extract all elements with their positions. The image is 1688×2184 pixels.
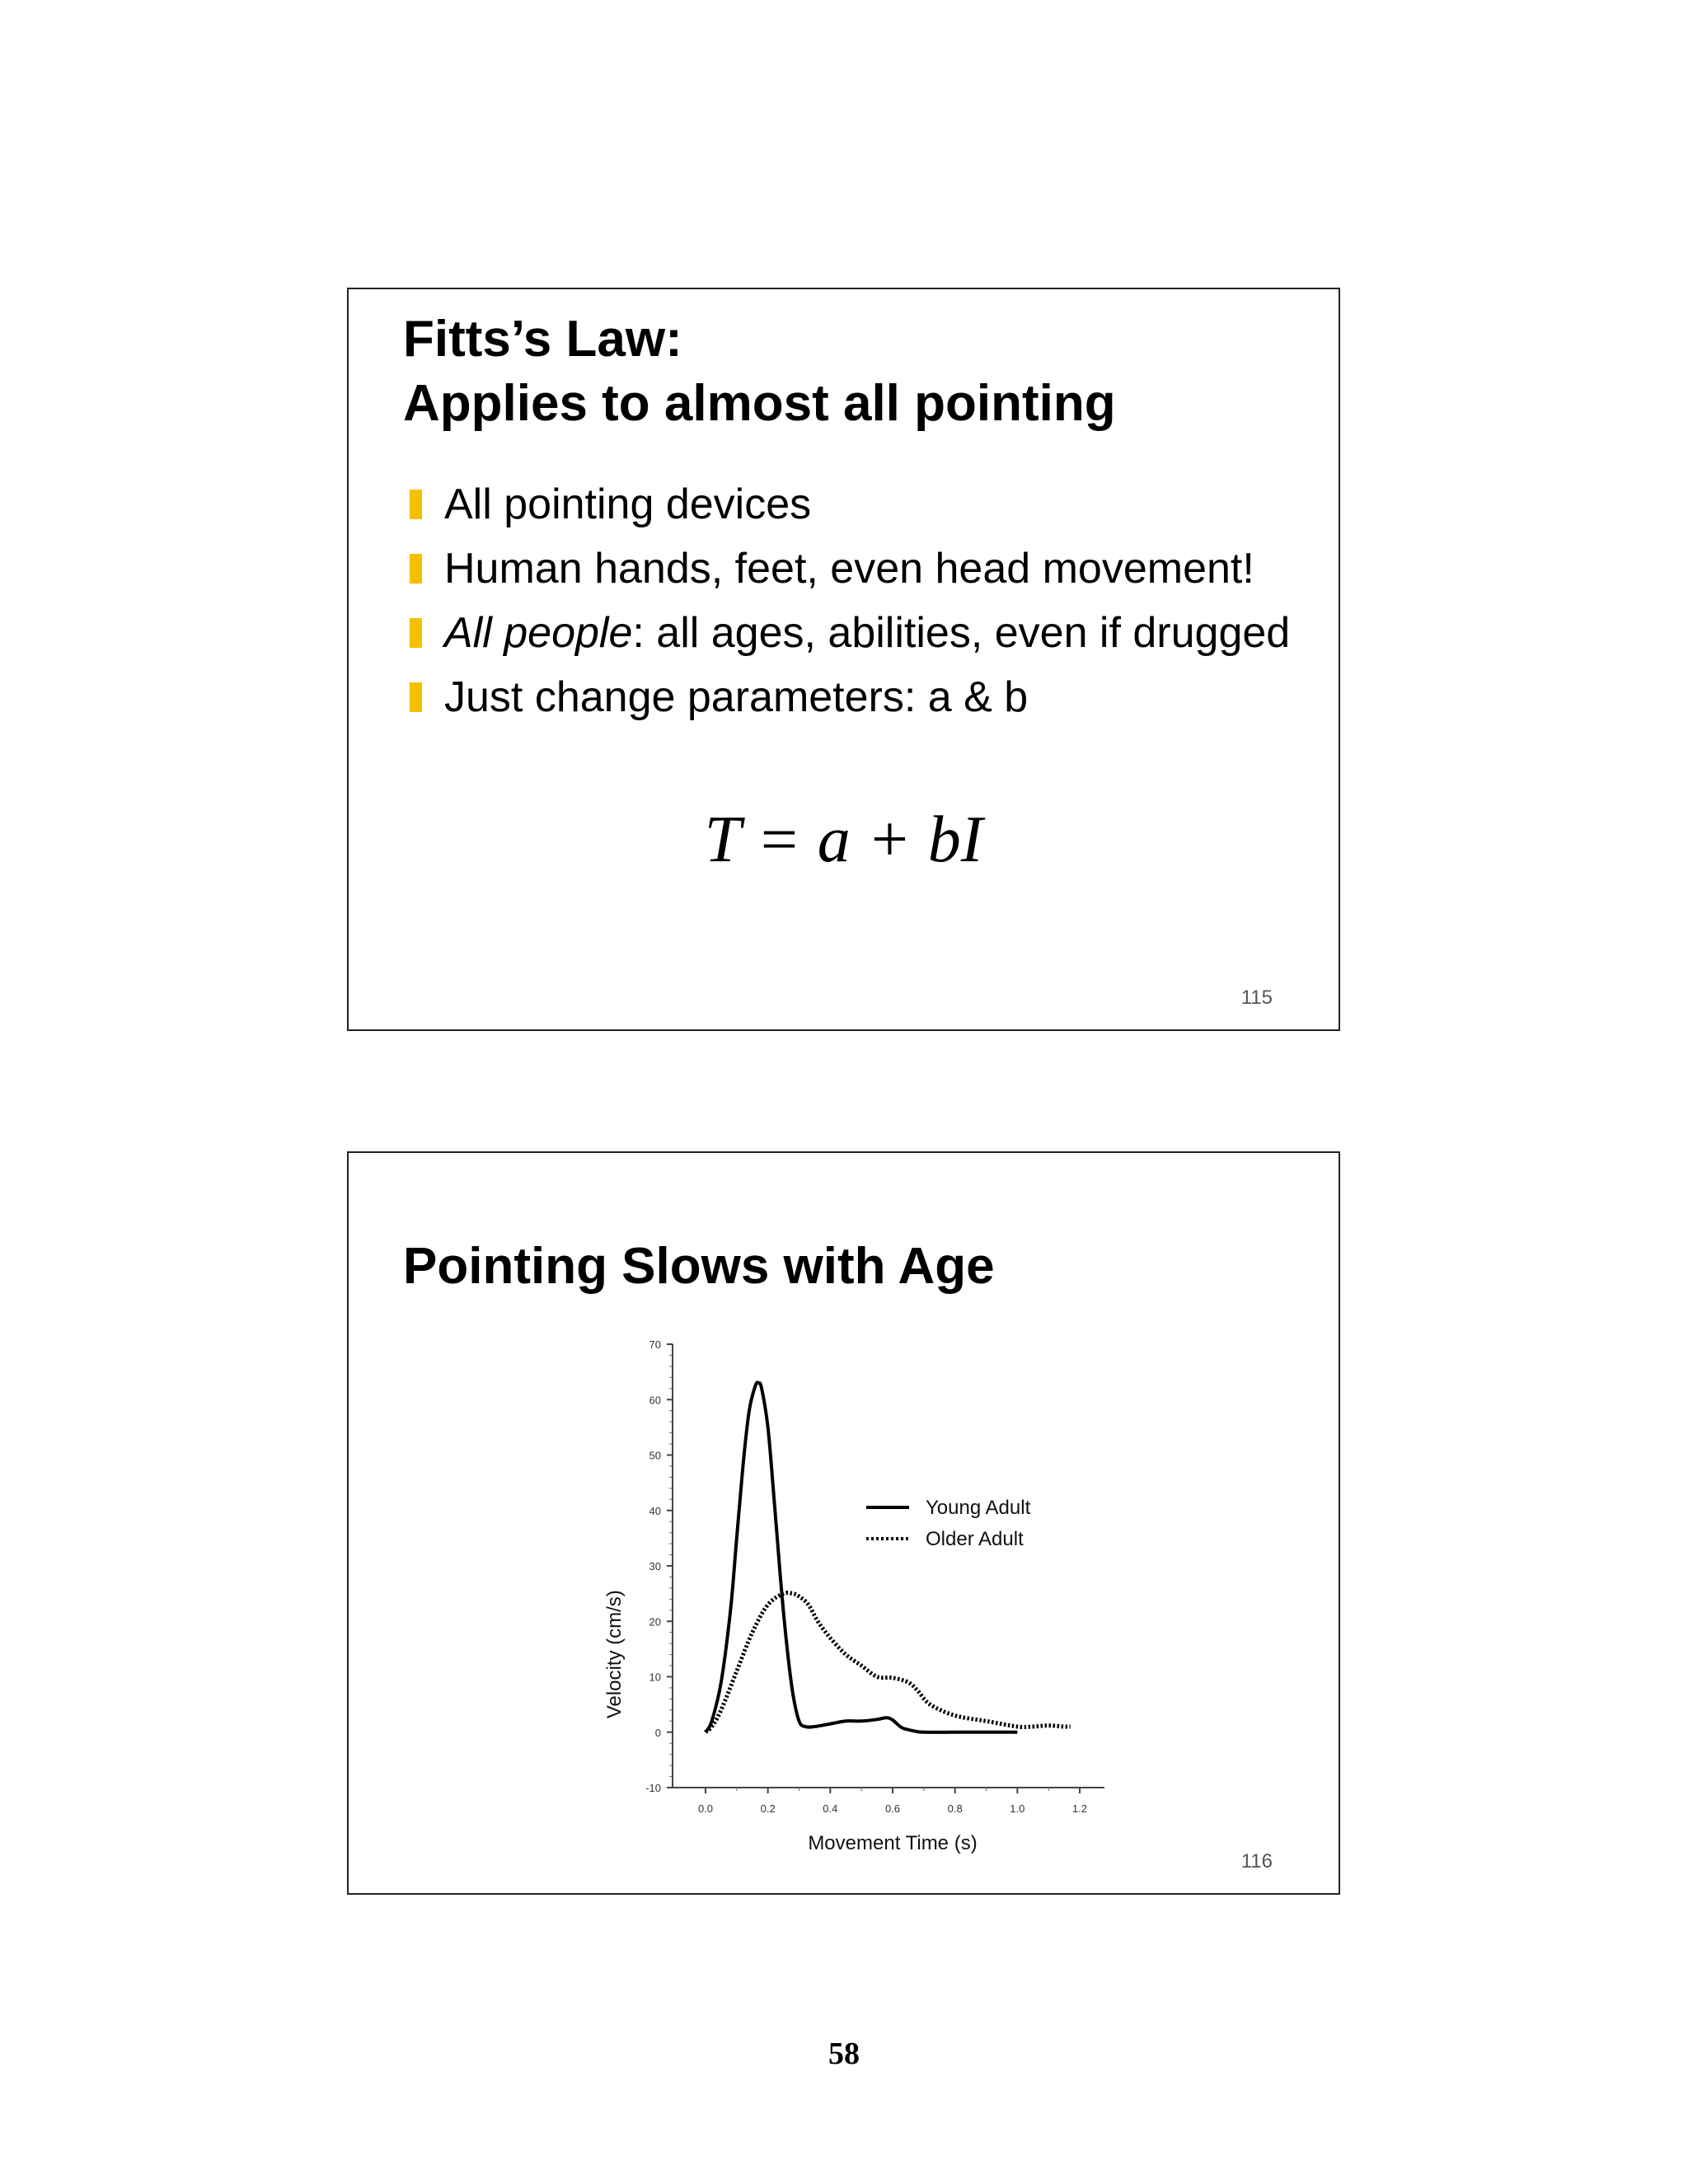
y-tick-label: 0: [654, 1726, 661, 1739]
bullet-item: [403, 537, 1290, 601]
title-line-1: Fitts’s Law:: [403, 311, 682, 368]
y-tick-label: 50: [649, 1449, 661, 1462]
y-tick-label: 10: [649, 1671, 661, 1684]
legend-label: Young Adult: [926, 1497, 1031, 1519]
y-tick-label: 40: [649, 1504, 661, 1517]
slide-115: [347, 288, 1340, 1031]
velocity-chart: [349, 1153, 1339, 1893]
x-axis-label: Movement Time (s): [808, 1832, 978, 1854]
fitts-formula: T = a + bI: [704, 804, 983, 876]
bullet-item: [403, 601, 1290, 665]
bullet-list: [403, 472, 1290, 729]
x-tick-label: 1.2: [1071, 1802, 1088, 1815]
bullet-item: [403, 665, 1290, 729]
y-tick-label: 70: [649, 1338, 661, 1351]
y-tick-label: 20: [649, 1615, 661, 1629]
bullet-text: : all ages, abilities, even if drugged: [632, 609, 1291, 657]
x-tick-label: 0.0: [697, 1802, 714, 1815]
young-adult-line: [706, 1382, 1017, 1732]
bullet-marker-icon: [410, 618, 422, 648]
y-axis-label: Velocity (cm/s): [603, 1590, 626, 1719]
x-tick-label: 0.4: [823, 1802, 838, 1815]
bullet-item: [403, 472, 1290, 537]
bullet-marker-icon: [410, 554, 422, 583]
y-tick-label: 60: [649, 1394, 661, 1407]
slide-number: 116: [1240, 1850, 1273, 1872]
x-tick-label: 1.0: [1010, 1802, 1025, 1815]
bullet-marker-icon: [410, 490, 422, 519]
bullet-text: Human hands, feet, even head movement!: [444, 545, 1254, 593]
legend-label: Older Adult: [926, 1528, 1024, 1550]
bullet-emphasis: All people: [444, 609, 633, 657]
bullet-text: Just change parameters: a & b: [444, 673, 1029, 721]
page-number: 58: [828, 2036, 860, 2071]
x-tick-label: 0.6: [884, 1802, 901, 1815]
slide-116: [347, 1151, 1340, 1895]
x-tick-label: 0.8: [947, 1802, 963, 1815]
y-tick-label: -10: [645, 1782, 661, 1794]
y-tick-label: 30: [649, 1560, 661, 1572]
bullet-marker-icon: [410, 682, 422, 712]
slide-title: Pointing Slows with Age: [403, 1238, 995, 1295]
title-line-2: Applies to almost all pointing: [403, 375, 1116, 432]
slide-number: 115: [1240, 987, 1273, 1009]
x-tick-label: 0.2: [760, 1802, 776, 1815]
slide-title: [403, 307, 1116, 436]
bullet-text: All pointing devices: [444, 480, 812, 528]
older-adult-line: [706, 1593, 1071, 1732]
